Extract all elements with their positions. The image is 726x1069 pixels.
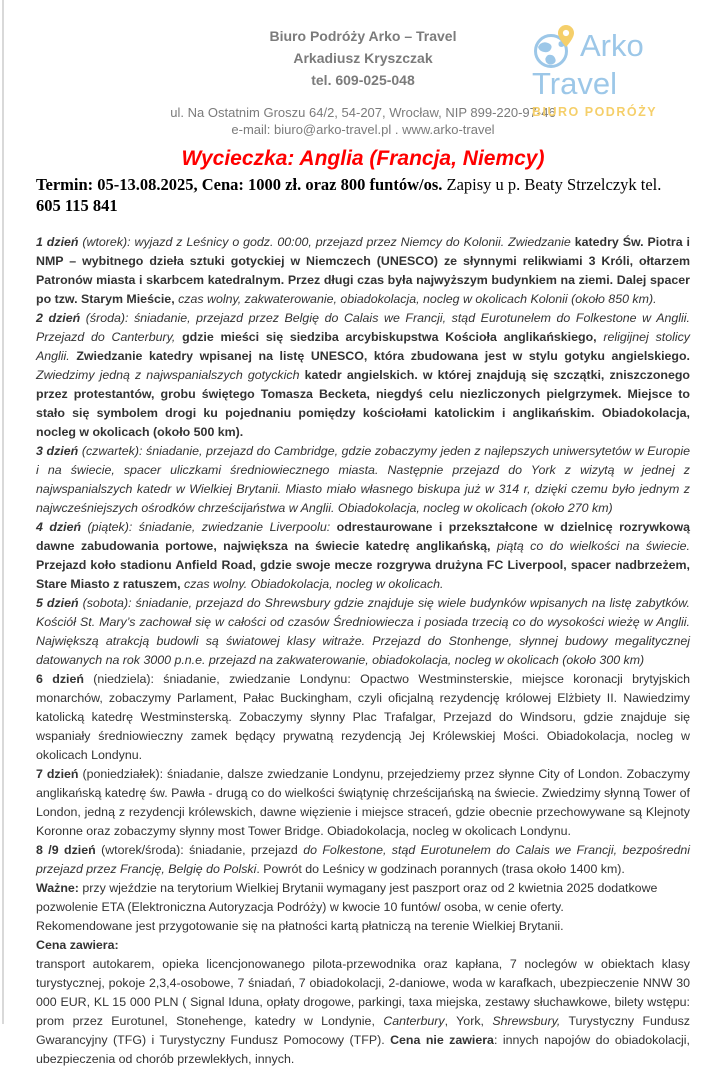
text-segment: (sobota): śniadanie, przejazd do Shrewsbury gdzie znajduje się wiele budynków wpisanych na listę zabytków. Kościół St. Mary’s zachował się w całości od czasów Średniowiecza i posiada trzecią co do wysokości wieżę w Anglii. Największą atrakcją budowli są światowej klasy witraże. Przejazd do Stonhenge, słynnej budowy megalitycznej datowanych na rok 3000 p.n.e. przejazd na zakwaterowanie, obiadokolacja, nocleg w okolicach (około 300 km)	[36, 595, 690, 667]
text-segment: (piątek): śniadanie, zwiedzanie Liverpoolu:	[87, 519, 337, 534]
day-8-9-label: 8 /9 dzień	[36, 842, 102, 857]
text-segment: katedr angielskich. w której znajdują się szczątki, zniszczonego przez protestantów, grobu świętego Tomasza Becketa, niegdyś celu niezliczonych pielgrzymek. Miejsce to stało się symbolem drogi ku pojednaniu pomiędzy kościołami katolickim i anglikańskim. Obiadokolacja, nocleg w okolicach (około 500 km).	[36, 367, 691, 439]
text-segment: Zwiedzanie katedry wpisanej na listę UNESCO, która zbudowana jest w stylu gotyku angielskiego.	[76, 348, 690, 363]
day-6-label: 6 dzień	[36, 671, 94, 686]
day-3-paragraph	[36, 442, 690, 518]
day-3-label: 3 dzień	[36, 443, 82, 458]
company-name: Biuro Podróży Arko – Travel	[269, 28, 457, 44]
text-segment: (niedziela): śniadanie, zwiedzanie Londynu: Opactwo Westminsterskie, miejsce koronacji brytyjskich monarchów, zobaczymy Parlament, Pałac Buckingham, czyli oficjalną rezydencję królowej Elżbiety II. Nawiedzimy katolicką katedrę Westminsterską. Zobaczymy słynny Plac Trafalgar, Przejazd do Windsoru, gdzie znajduje się wspaniały średniowieczny zamek będący prywatną rezydencją Jej Królewskiej Mości. Obiadokolacja, nocleg w okolicach Londynu.	[36, 671, 690, 762]
logo-tagline: BIURO PODRÓŻY	[532, 105, 658, 119]
owner-name: Arkadiusz Kryszczak	[293, 50, 433, 66]
text-segment: przy wjeździe na terytorium Wielkiej Brytanii wymagany jest paszport oraz od 2 kwietnia 2025 dodatkowe pozwolenie ETA (Elektroniczna Autoryzacja Podróży) w kwocie 10 funtów/ osoba, w cenie oferty.	[36, 880, 658, 914]
important-label: Ważne:	[36, 880, 79, 895]
text-segment: gdzie mieści się siedziba arcybiskupstwa Kościoła anglikańskiego,	[182, 329, 604, 344]
logo-name-line2: Travel	[532, 66, 617, 101]
text-segment: religijnej stolicy Anglii.	[36, 329, 690, 363]
text-segment: Shrewsbury,	[492, 1013, 561, 1028]
day-8-9-paragraph	[36, 841, 690, 879]
globe-icon	[532, 24, 578, 70]
text-segment: (wtorek/środa): śniadanie, przejazd	[101, 842, 304, 857]
text-segment: Rekomendowane jest przygotowanie się na płatności kartą płatniczą na terenie Wielkiej Brytanii.	[36, 918, 564, 933]
price-excludes-label: Cena nie zawiera	[390, 1032, 494, 1047]
day-7-paragraph	[36, 765, 690, 841]
day-1-paragraph	[36, 233, 690, 309]
day-2-paragraph	[36, 309, 690, 442]
day-1-label: 1 dzień	[36, 234, 83, 249]
logo-name-line1: Arko	[580, 28, 644, 63]
text-segment: katedry Św. Piotra i NMP – wybitnego dzieła sztuki gotyckiej w Niemczech (UNESCO) ze słynnymi relikwiami 3 Króli, ołtarzem Patronów miasta i skarbcem katedralnym. Przez długi czas była najwyższym budynkiem na ziemi. Dalej spacer po tzw. Starym Mieście,	[36, 234, 690, 306]
itinerary-section	[36, 233, 690, 1069]
text-segment: (środa): śniadanie, przejazd przez Belgię do Calais we Francji, stąd Eurotunelem do Folkestone w Anglii. Przejazd do Canterbury,	[36, 310, 690, 344]
term-price-line	[36, 174, 690, 216]
term-price-bold: Termin: 05-13.08.2025, Cena: 1000 zł. oraz 800 funtów/os.	[36, 175, 443, 194]
price-details-paragraph	[36, 955, 690, 1069]
day-4-label: 4 dzień	[36, 519, 88, 534]
text-segment: . Powrót do Leśnicy w godzinach porannych (trasa około 1400 km).	[256, 861, 625, 876]
price-includes-heading	[36, 936, 690, 955]
text-segment: czas wolny. Obiadokolacja, nocleg w okolicach.	[184, 576, 444, 591]
day-4-paragraph	[36, 518, 690, 594]
payment-note	[36, 917, 690, 936]
text-segment: Turystyczny Fundusz Gwarancyjny (TFG) i Turystyczny Fundusz Pomocowy (TFP).	[36, 1013, 690, 1047]
text-segment: Przejazd koło stadionu Anfield Road, gdzie swoje mecze rozgrywa drużyna FC Liverpool, spacer nadbrzeżem, Stare Miasto z ratuszem,	[36, 557, 690, 591]
text-segment: transport autokarem, opieka licencjonowanego pilota-przewodnika oraz kapłana, 7 noclegów w obiektach klasy turystycznej, pokoje 2,3,4-osobowe, 7 śniadań, 7 obiadokolacji, 2-daniowe, woda w karafkach, ubezpieczenie NNW 30 000 EUR, KL 15 000 PLN ( Signal Iduna, opłaty drogowe, parkingi, taxa miejska, zestawy słuchawkowe, bilety wstępu: prom przez Eurotunel, Stonehenge, katedry w Londynie,	[36, 956, 690, 1028]
address-line: ul. Na Ostatnim Groszu 64/2, 54-207, Wrocław, NIP 899-220-97-46	[170, 105, 556, 120]
day-7-label: 7 dzień	[36, 766, 83, 781]
text-segment: (poniedziałek): śniadanie, dalsze zwiedzanie Londynu, przejedziemy przez słynne City of London. Zobaczymy anglikańską katedrę św. Pawła - drugą co do wielkości świątynię chrześcijańską na świecie. Zwiedzimy słynną Tower of London, jedną z rezydencji królewskich, dawne więzienie i miejsce straceń, gdzie obecnie przechowywane są Klejnoty Koronne oraz zobaczymy słynny most Tower Bridge. Obiadokolacja, nocleg w okolicach Londynu.	[36, 766, 690, 838]
text-segment: (czwartek): śniadanie, przejazd do Cambridge, gdzie zobaczymy jeden z najlepszych uniwersytetów w Europie i na świecie, spacer uliczkami średniowiecznego miasta. Następnie przejazd do York z wizytą w jednej z najwspanialszych katedr w Wielkiej Brytanii. Miasto miało własnego biskupa już w 314 r, dzięki czemu było jednym z najwcześniejszych ośrodków chrześcijaństwa w Anglii. Obiadokolacja, nocleg w okolicach (około 270 km)	[36, 443, 690, 515]
text-segment: Zwiedzimy jedną z najwspanialszych gotyckich	[36, 367, 305, 382]
text-segment: do Folkestone, stąd Eurotunelem do Calais we Francji, bezpośredni przejazd przez Francję, Belgię do Polski	[36, 842, 690, 876]
text-segment: piątą co do wielkości na świecie.	[496, 538, 690, 553]
text-segment: : innych napojów do obiadokolacji, ubezpieczenia od chorób przewlekłych, innych.	[36, 1032, 690, 1066]
trip-title: Wycieczka: Anglia (Francja, Niemcy)	[181, 147, 545, 170]
arko-travel-logo	[532, 24, 682, 119]
heading-text: Cena zawiera:	[36, 937, 119, 952]
text-segment: czas wolny, zakwaterowanie, obiadokolacja, nocleg w okolicach Kolonii (około 850 km).	[178, 291, 657, 306]
day-5-paragraph	[36, 594, 690, 670]
text-segment: odrestaurowane i przekształcone w dzielnicę rozrywkową dawne zabudowania portowe, największa na świecie katedrę anglikańską,	[36, 519, 690, 553]
day-5-label: 5 dzień	[36, 595, 83, 610]
important-note	[36, 879, 690, 917]
logo-top-row	[532, 24, 682, 70]
text-segment: Canterbury	[383, 1013, 445, 1028]
signup-phone: 605 115 841	[36, 196, 118, 215]
email-website-line: e-mail: biuro@arko-travel.pl . www.arko-travel	[231, 122, 495, 137]
day-6-paragraph	[36, 670, 690, 765]
text-segment: , York,	[444, 1013, 493, 1028]
phone-number: tel. 609-025-048	[311, 72, 415, 88]
day-2-label: 2 dzień	[36, 310, 86, 325]
text-segment: (wtorek): wyjazd z Leśnicy o godz. 00:00, przejazd przez Niemcy do Kolonii. Zwiedzanie	[82, 234, 575, 249]
signup-text: Zapisy u p. Beaty Strzelczyk tel.	[442, 175, 662, 194]
